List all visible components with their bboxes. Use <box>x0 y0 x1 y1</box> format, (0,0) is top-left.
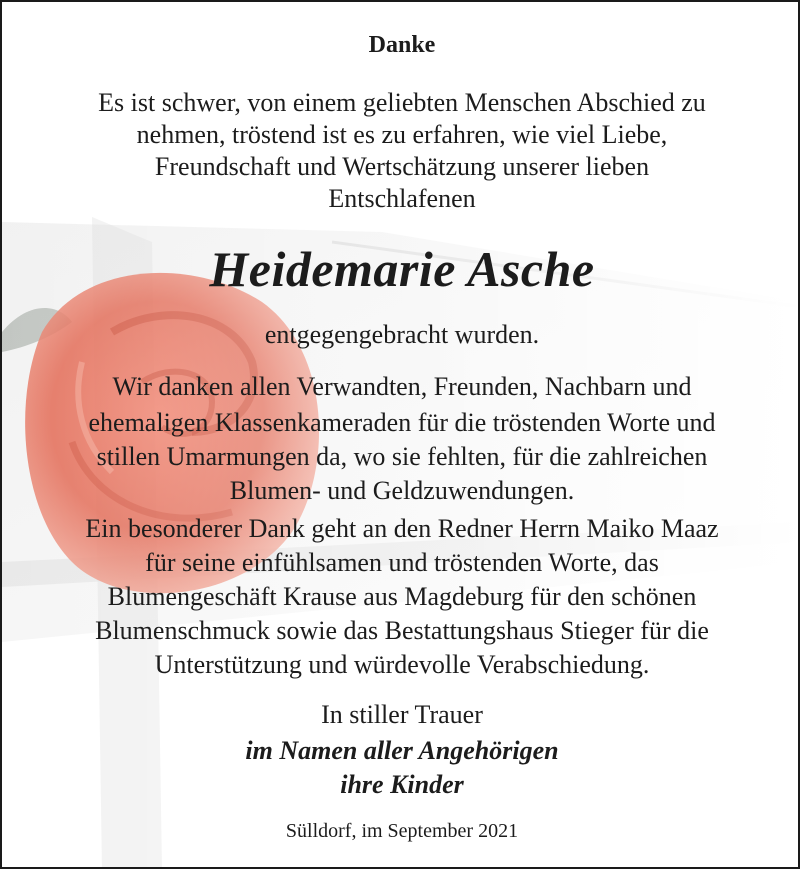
closing-line: In stiller Trauer <box>321 700 483 729</box>
intro-line: Freundschaft und Wertschätzung unserer lieben <box>154 152 650 181</box>
thanks-line: Blumengeschäft Krause aus Magdeburg für den schönen <box>107 582 697 611</box>
notice-text <box>2 2 798 867</box>
intro-line: Entschlafenen <box>328 184 476 213</box>
intro-line: Es ist schwer, von einem geliebten Menschen Abschied zu <box>98 88 706 117</box>
deceased-name: Heidemarie Asche <box>209 241 595 297</box>
thanks-line: Blumenschmuck sowie das Bestattungshaus Stieger für die <box>95 616 709 645</box>
signature-line: im Namen aller Angehörigen <box>245 736 559 765</box>
thanks-line: stillen Umarmungen da, wo sie fehlten, für die zahlreichen <box>96 442 708 471</box>
signature-line: ihre Kinder <box>340 770 464 799</box>
thanks-line: Unterstützung und würdevolle Verabschiedung. <box>154 650 650 679</box>
after-name-line: entgegengebracht wurden. <box>264 320 540 349</box>
intro-line: nehmen, tröstend ist es zu erfahren, wie viel Liebe, <box>136 120 668 149</box>
thanks-line: Blumen- und Geldzuwendungen. <box>229 476 575 505</box>
thanks-line: für seine einfühlsamen und tröstenden Worte, das <box>145 548 659 577</box>
thanks-line: ehemaligen Klassenkameraden für die tröstenden Worte und <box>88 408 716 437</box>
place-date: Sülldorf, im September 2021 <box>285 820 519 842</box>
thanks-line: Ein besonderer Dank geht an den Redner Herrn Maiko Maaz <box>85 514 719 543</box>
thanks-line: Wir danken allen Verwandten, Freunden, Nachbarn und <box>112 372 692 401</box>
notice-heading: Danke <box>368 32 436 58</box>
